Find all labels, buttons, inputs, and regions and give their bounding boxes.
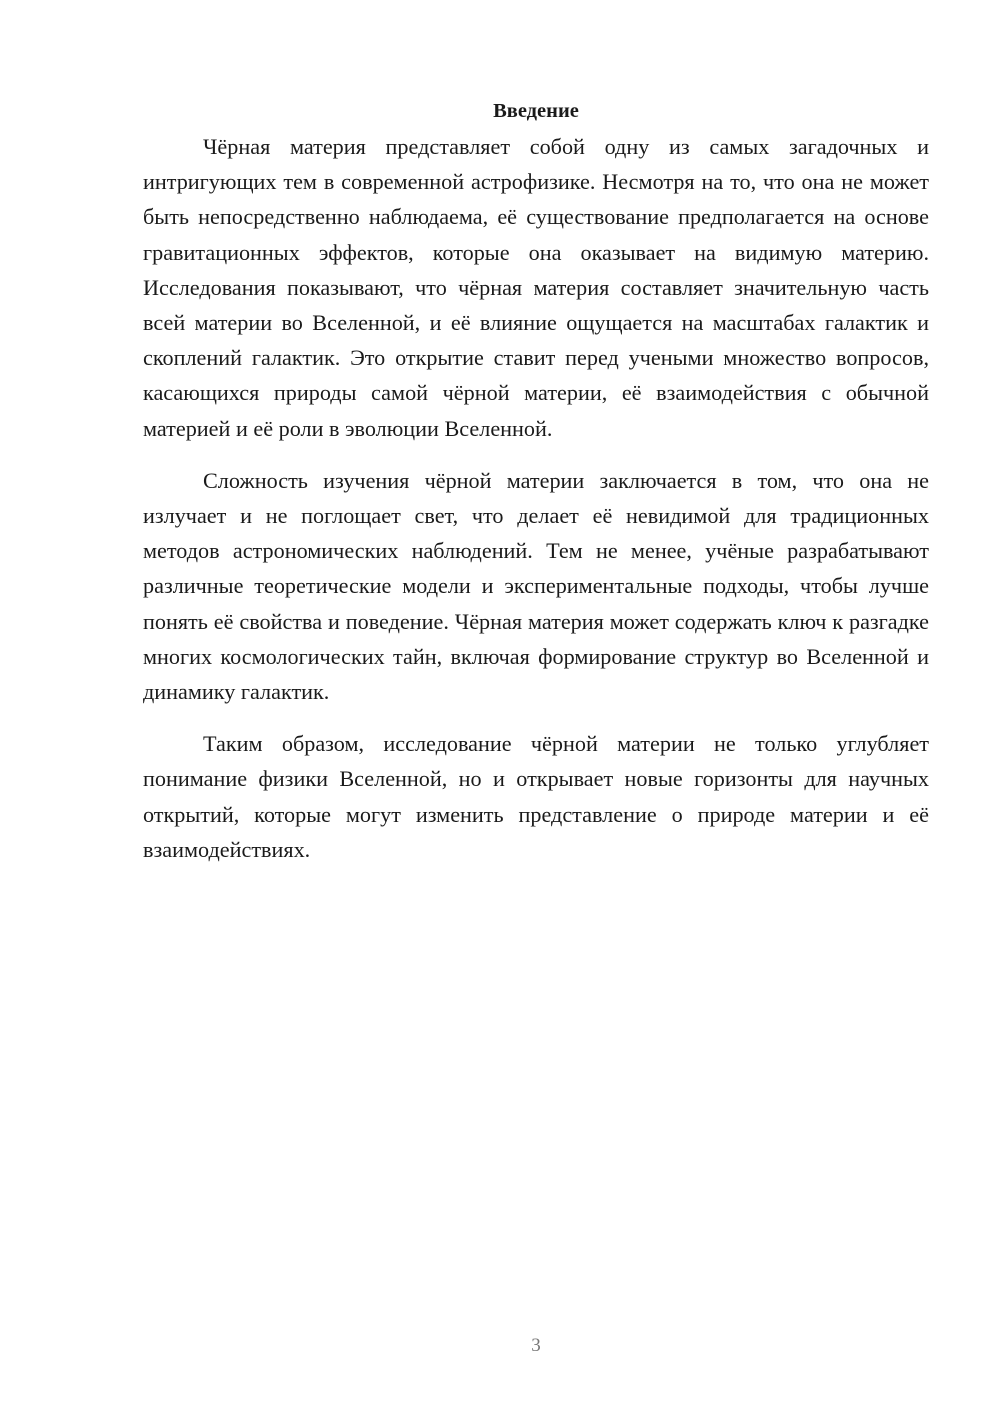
paragraph-1: Чёрная материя представляет собой одну из самых загадочных и интригующих тем в современной астрофизике. Несмотря на то, что она не может быть непосредственно наблюдаема, её существование предполагается на основе гравитационных эффектов, которые она оказывает на видимую материю. Исследования показывают, что чёрная материя составляет значительную часть всей материи во Вселенной, и её влияние ощущается на масштабах галактик и скоплений галактик. Это открытие ставит перед учеными множество вопросов, касающихся природы самой чёрной материи, её взаимодействия с обычной материей и её роли в эволюции Вселенной.	[143, 134, 929, 441]
section-heading: Введение	[493, 100, 579, 122]
paragraph-3: Таким образом, исследование чёрной материи не только углубляет понимание физики Вселенной, но и открывает новые горизонты для научных открытий, которые могут изменить представление о природе материи и её взаимодействиях.	[143, 731, 929, 862]
page-number: 3	[531, 1335, 541, 1356]
paragraph-2: Сложность изучения чёрной материи заключается в том, что она не излучает и не поглощает свет, что делает её невидимой для традиционных методов астрономических наблюдений. Тем не менее, учёные разрабатывают различные теоретические модели и экспериментальные подходы, чтобы лучше понять её свойства и поведение. Чёрная материя может содержать ключ к разгадке многих космологических тайн, включая формирование структур во Вселенной и динамику галактик.	[143, 467, 929, 705]
page-content	[143, 94, 929, 884]
